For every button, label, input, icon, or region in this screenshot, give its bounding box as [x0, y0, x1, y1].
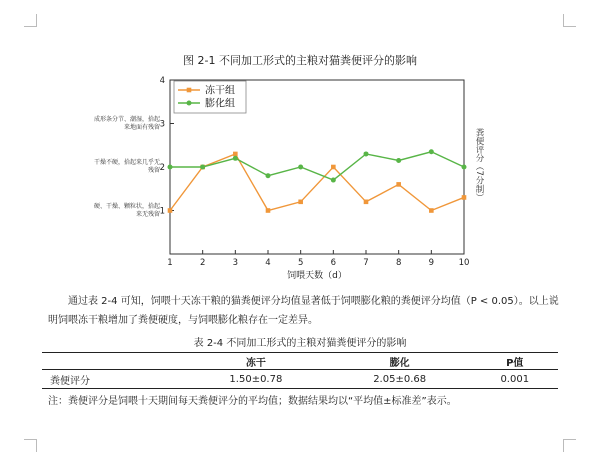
results-table: [42, 352, 558, 389]
body-paragraph: 通过表 2-4 可知，饲喂十天冻干粮的猫粪便评分均值显著低于饲喂膨化粮的粪便评分均值（P < 0.05）。以上说明饲喂冻干粮增加了粪便硬度，与饲喂膨化粮存在一定差异。: [48, 296, 559, 326]
x-tick-label: 8: [395, 258, 402, 268]
legend-label: 膨化组: [205, 98, 235, 110]
data-point: [364, 200, 369, 205]
x-tick-label: 5: [297, 258, 304, 268]
legend-marker: [187, 88, 192, 93]
data-point: [168, 208, 173, 213]
x-tick-label: 1: [167, 258, 173, 268]
x-tick-label: 7: [363, 258, 369, 268]
category-note: 干燥不硬，拾起来几乎无残留: [94, 159, 161, 174]
table-caption: 表 2-4 不同加工形式的主粮对猫粪便评分的影响: [193, 338, 407, 349]
data-point: [331, 178, 336, 183]
data-point: [233, 152, 238, 157]
y-tick-label: 1: [159, 206, 165, 217]
legend-marker: [187, 101, 192, 106]
table-note: 注：粪便评分是饲喂十天期间每天粪便评分的平均值；数据结果均以“平均值±标准差”表示。: [48, 396, 457, 407]
page-corner-mark: [24, 439, 37, 452]
legend-label: 冻干组: [205, 85, 235, 97]
y-axis-right-label: 粪便评分（7分制）: [474, 128, 484, 202]
y-tick-label: 4: [159, 76, 165, 86]
data-point: [298, 165, 303, 170]
y-tick-label: 3: [159, 119, 165, 130]
data-point: [168, 165, 173, 170]
table-cell: 0.001: [472, 370, 558, 389]
table-row: [42, 370, 558, 389]
x-tick-label: 10: [458, 258, 470, 268]
category-note: 成形条分节、潮湿，拾起来地面有残留: [94, 115, 161, 131]
data-point: [266, 208, 271, 213]
x-tick-label: 3: [232, 258, 239, 268]
table-header-cell: [42, 353, 184, 370]
x-tick-label: 9: [428, 258, 435, 268]
table-header-cell: P值: [472, 353, 558, 370]
y-tick-label: 2: [159, 163, 165, 173]
data-point: [462, 195, 467, 200]
table-cell: 粪便评分: [42, 370, 184, 389]
data-point: [396, 158, 401, 163]
data-point: [429, 149, 434, 154]
x-tick-label: 4: [265, 258, 271, 268]
data-point: [462, 165, 467, 170]
table-header-cell: 冻干: [184, 353, 328, 370]
category-note: 硬、干燥、颗粒状，拾起来无残留: [94, 202, 161, 218]
series-line: [170, 152, 464, 180]
table-cell: 1.50±0.78: [184, 370, 328, 389]
x-axis-label: 饲喂天数（d）: [287, 271, 347, 281]
page-corner-mark: [563, 439, 576, 452]
table-header-cell: 膨化: [328, 353, 472, 370]
data-point: [233, 156, 238, 161]
table-cell: 2.05±0.68: [328, 370, 472, 389]
data-point: [429, 208, 434, 213]
series-line: [170, 154, 464, 211]
x-tick-label: 6: [330, 258, 337, 268]
x-tick-label: 2: [199, 258, 206, 268]
data-point: [298, 200, 303, 205]
table-header-row: [42, 353, 558, 370]
data-point: [396, 182, 401, 187]
data-point: [266, 173, 271, 178]
data-point: [364, 151, 369, 156]
data-point: [331, 165, 336, 170]
data-point: [200, 165, 205, 170]
figure-title: 图 2-1 不同加工形式的主粮对猫粪便评分的影响: [183, 54, 417, 67]
